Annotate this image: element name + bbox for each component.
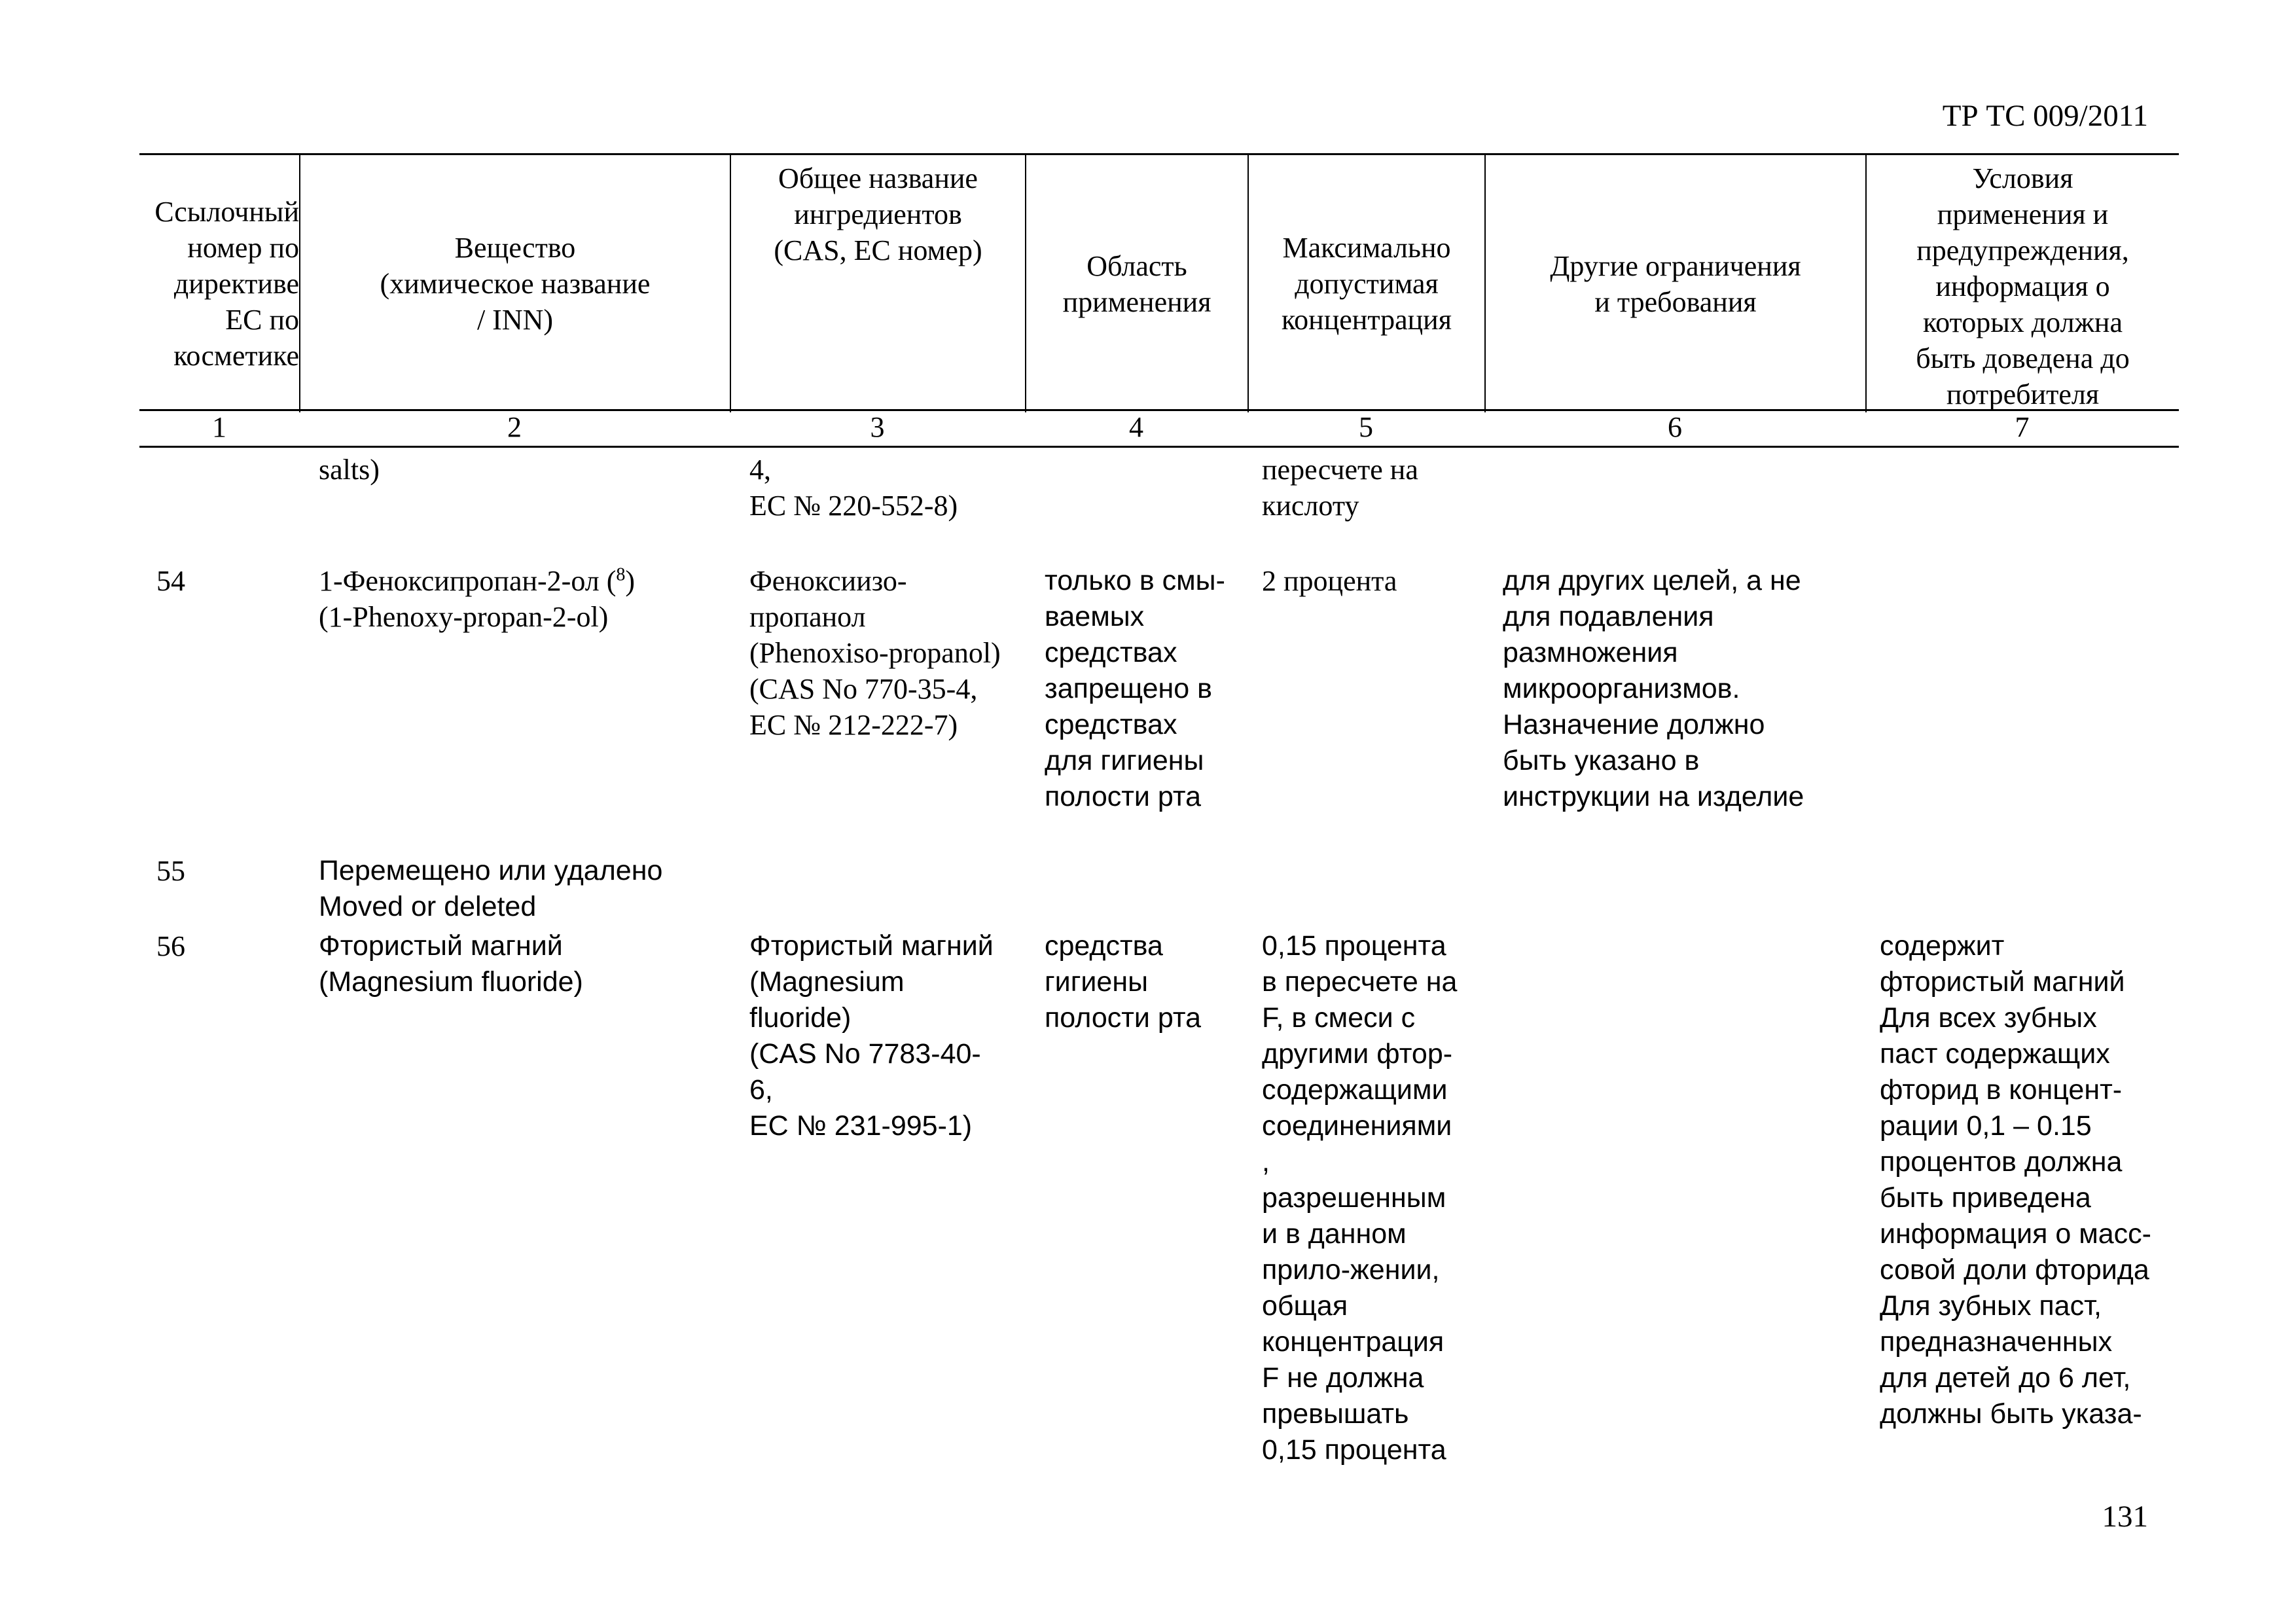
cell-area: средства гигиены полости рта: [1045, 930, 1201, 1034]
column-number: 1: [212, 411, 226, 443]
table-row: [139, 448, 2179, 559]
cell-area: [1025, 448, 1247, 559]
header-ref-number: Ссылочный номер по директиве ЕС по косметике: [154, 196, 299, 372]
cell-ref: [139, 448, 299, 559]
column-number: 5: [1359, 411, 1373, 443]
column-number: 6: [1668, 411, 1682, 443]
cell-max-concentration: 0,15 процента в пересчете на F, в смеси с другими фтор- содержащими соединениями , разрешенным и в данном прило-жении, общая концентрация F не должна превышать 0,15 процента: [1262, 930, 1458, 1466]
cell-common-name: Феноксиизо- пропанол (Phenoxiso-propanol) (CAS No 770-35-4, ЕС № 212-222-7): [749, 565, 1001, 741]
column-number: 4: [1129, 411, 1143, 443]
cell-conditions: содержит фтористый магний Для всех зубных паст содержащих фторид в концент- рации 0,1 – 0.15 процентов должна быть приведена информация о масс- совой доли фторида Для зубных паст, предназначенных для детей до 6 лет, должны быть указа-: [1880, 930, 2151, 1430]
header-substance: Вещество (химическое название / INN): [299, 155, 730, 412]
column-number: 2: [507, 411, 522, 443]
document-code: ТР ТС 009/2011: [1942, 99, 2148, 133]
cell-ref: 56: [156, 930, 185, 962]
table-row: [139, 559, 2179, 849]
header-common-name: Общее название ингредиентов (CAS, ЕС номер): [730, 155, 1025, 412]
cell-area: только в смы- ваемых средствах запрещено в средствах для гигиены полости рта: [1045, 565, 1225, 812]
cell-substance: 1-Феноксипропан-2-ол ($^8$) (1-Phenoxy-propan-2-ol): [319, 564, 636, 633]
cell-common-name: Фтористый магний (Magnesium fluoride) (CAS No 7783-40- 6, ЕС № 231-995-1): [749, 930, 994, 1142]
cell-max-concentration: [1247, 849, 1484, 925]
header-application-area: Область применения: [1025, 155, 1247, 412]
cell-common-name: [730, 849, 1025, 925]
cell-ref: 55: [156, 855, 185, 887]
header-conditions-warnings: Условия применения и предупреждения, информация о которых должна быть доведена до потребителя: [1865, 155, 2179, 412]
cell-substance: salts): [319, 454, 380, 486]
column-number: 3: [870, 411, 885, 443]
cell-other-restrictions: для других целей, а не для подавления размножения микроорганизмов. Назначение должно быть указано в инструкции на изделие: [1503, 565, 1804, 812]
cell-max-concentration: 2 процента: [1262, 565, 1397, 597]
header-max-concentration: Максимально допустимая концентрация: [1247, 155, 1484, 412]
page-number: 131: [2102, 1500, 2148, 1534]
cell-conditions: [1865, 559, 2179, 849]
cell-substance: Фтористый магний (Magnesium fluoride): [319, 930, 583, 998]
column-number-row: [139, 411, 2179, 448]
table-row: [139, 924, 2179, 1481]
cell-substance: Перемещено или удалено Moved or deleted: [319, 855, 663, 922]
cell-other-restrictions: [1484, 448, 1865, 559]
cell-area: [1025, 849, 1247, 925]
cell-other-restrictions: [1484, 924, 1865, 1481]
regulation-table: [139, 153, 2179, 1481]
cell-conditions: [1865, 448, 2179, 559]
header-other-restrictions: Другие ограничения и требования: [1484, 155, 1865, 412]
cell-other-restrictions: [1484, 849, 1865, 925]
cell-ref: 54: [156, 565, 185, 597]
table-header-row: [139, 153, 2179, 411]
column-number: 7: [2015, 411, 2030, 443]
cell-common-name: 4, ЕС № 220-552-8): [749, 454, 958, 522]
cell-conditions: [1865, 849, 2179, 925]
cell-max-concentration: пересчете на кислоту: [1262, 454, 1418, 522]
footnote-ref: 8: [616, 564, 626, 585]
table-row: [139, 849, 2179, 924]
